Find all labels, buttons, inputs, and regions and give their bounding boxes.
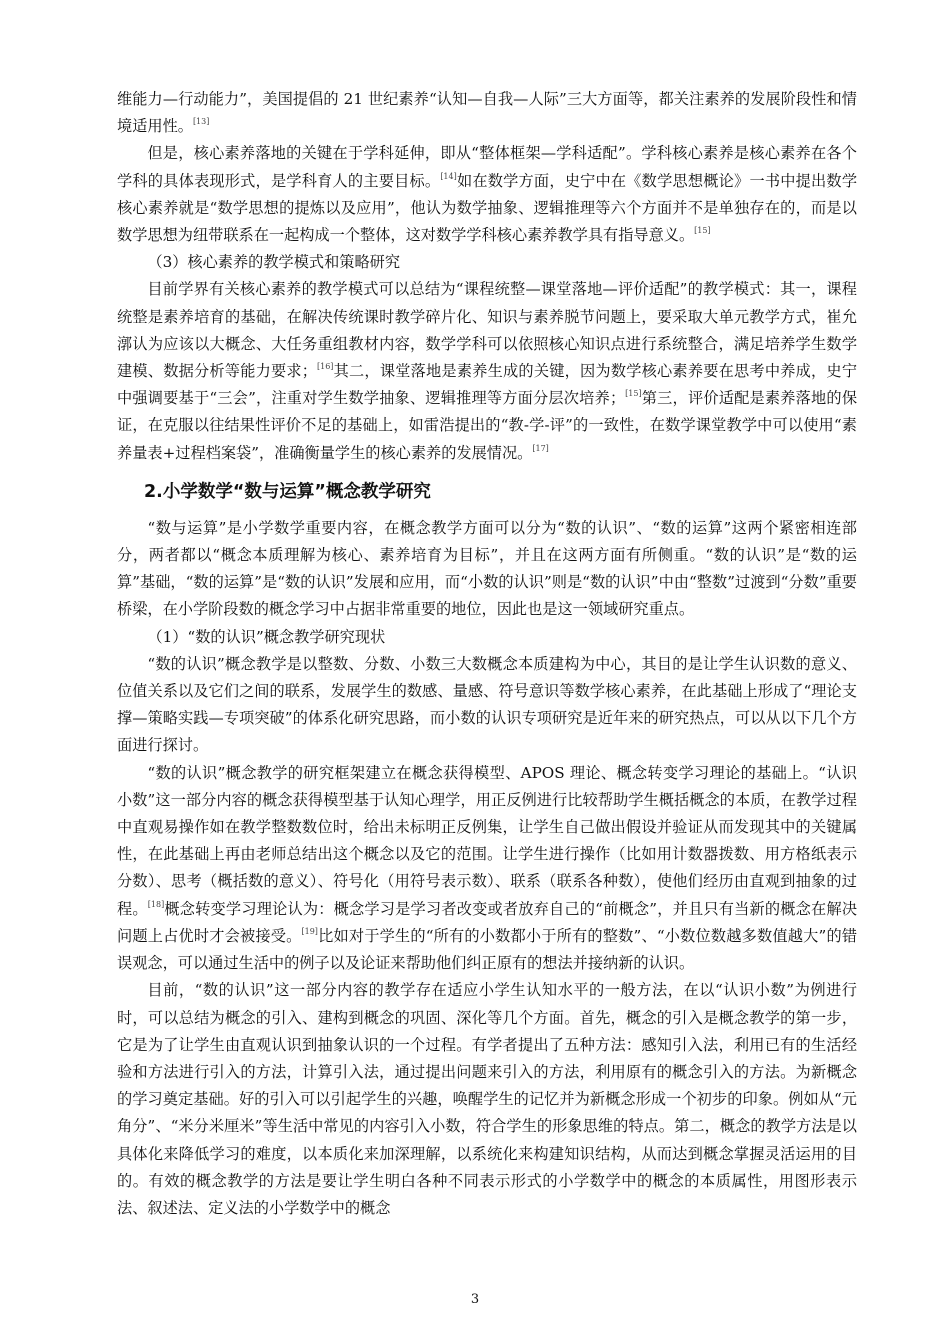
paragraph-3: 目前学界有关核心素养的教学模式可以总结为“课程统整—课堂落地—评价适配”的教学模式：其一，课程统整是素养培育的基础，在解决传统课时教学碎片化、知识与素养脱节问题上，要采取大单元教学方式，崔允漷认为应该以大概念、大任务重组教材内容，数学学科可以依照核心知识点进行系统整合，满足培养学生数学建模、数据分析等能力要求；[16]其二，课堂落地是素养生成的关键，因为数学核心素养要在思考中养成，史宁中强调要基于“三会”，注重对学生数学抽象、逻辑推理等方面分层次培养；[15]第三，评价适配是素养落地的保证，在克服以往结果性评价不足的基础上，如雷浩提出的“教-学-评”的一致性，在数学课堂教学中可以使用“素养量表+过程档案袋”，准确衡量学生的核心素养的发展情况。[17] (117, 280, 858, 462)
citation-15b: [15] (625, 389, 642, 399)
citation-14: [14] (440, 171, 457, 181)
paragraph-5: “数的认识”概念教学是以整数、分数、小数三大数概念本质建构为中心，其目的是让学生认识数的意义、位值关系以及它们之间的联系，发展学生的数感、量感、符号意识等数学核心素养，在此基础上形成了“理论支撑—策略实践—专项突破”的体系化研究思路，而小数的认识专项研究是近年来的研究热点，可以从以下几个方面进行探讨。 (117, 654, 857, 755)
subheading-3: （3）核心素养的教学模式和策略研究 (147, 253, 401, 272)
citation-19: [19] (301, 926, 318, 936)
paragraph-2: 但是，核心素养落地的关键在于学科延伸，即从“整体框架—学科适配”。学科核心素养是核心素养在各个学科的具体表现形式，是学科育人的主要目标。[14]如在数学方面，史宁中在《数学思想概论》一书中提出数学核心素养就是“数学思想的提炼以及应用”，他认为数学抽象、逻辑推理等六个方面并不是单独存在的，而是以数学思想为纽带联系在一起构成一个整体，这对数学学科核心素养教学具有指导意义。[15] (117, 144, 858, 245)
citation-15: [15] (694, 226, 711, 236)
paragraph-1: 维能力—行动能力”，美国提倡的 21 世纪素养“认知—自我—人际”三大方面等，都关注素养的发展阶段性和情境适用性。[13] (117, 90, 857, 136)
citation-13: [13] (192, 117, 210, 127)
paragraph-4: “数与运算”是小学数学重要内容，在概念教学方面可以分为“数的认识”、“数的运算”这两个紧密相连部分，两者都以“概念本质理解为核心、素养培育为目标”，并且在这两方面有所侧重。“数的认识”是“数的运算”基础，“数的运算”是“数的认识”发展和应用，而“小数的认识”则是“数的认识”中由“整数”过渡到“分数”重要桥梁，在小学阶段数的概念学习中占据非常重要的地位，因此也是这一领域研究重点。 (117, 518, 857, 619)
section-heading-2: 2.小学数学“数与运算”概念教学研究 (144, 481, 431, 502)
citation-18: [18] (147, 899, 165, 909)
paragraph-6: “数的认识”概念教学的研究框架建立在概念获得模型、APOS 理论、概念转变学习理论的基础上。“认识小数”这一部分内容的概念获得模型基于认知心理学，用正反例进行比较帮助学生概括概念的本质，在教学过程中直观易操作如在教学整数数位时，给出未标明正反例集，让学生自己做出假设并验证从而发现其中的关键属性，在此基础上再由老师总结出这个概念以及它的范围。让学生进行操作（比如用计数器拨数、用方格纸表示分数）、思考（概括数的意义）、符号化（用符号表示数）、联系（联系各种数），使他们经历由直观到抽象的过程。[18]概念转变学习理论认为：概念学习是学习者改变或者放弃自己的“前概念”，并且只有当新的概念在解决问题上占优时才会被接受。[19]比如对于学生的“所有的小数都小于所有的整数”、“小数位数越多数值越大”的错误观念，可以通过生活中的例子以及论证来帮助他们纠正原有的想法并接纳新的认识。 (117, 763, 858, 973)
citation-16: [16] (317, 362, 334, 372)
page-body (117, 86, 857, 1222)
page-number: 3 (470, 1292, 480, 1307)
subheading-1: （1）“数的认识”概念教学研究现状 (147, 627, 386, 646)
citation-17: [17] (532, 443, 549, 453)
paragraph-7: 目前，“数的认识”这一部分内容的教学存在适应小学生认知水平的一般方法，在以“认识小数”为例进行时，可以总结为概念的引入、建构到概念的巩固、深化等几个方面。首先，概念的引入是概念教学的第一步，它是为了让学生由直观认识到抽象认识的一个过程。有学者提出了五种方法：感知引入法，利用已有的生活经验和方法进行引入的方法，计算引入法，通过提出问题来引入的方法，利用原有的概念引入的方法。为新概念的学习奠定基础。好的引入可以引起学生的兴趣，唤醒学生的记忆并为新概念形成一个初步的印象。例如从“元角分”、“米分米厘米”等生活中常见的内容引入小数，符合学生的形象思维的特点。第二，概念的教学方法是以具体化来降低学习的难度，以本质化来加深理解，以系统化来构建知识结构，从而达到概念掌握灵活运用的目的。有效的概念教学的方法是要让学生明白各种不同表示形式的小学数学中的概念的本质属性，用图形表示法、叙述法、定义法的小学数学中的概念 (117, 981, 857, 1217)
